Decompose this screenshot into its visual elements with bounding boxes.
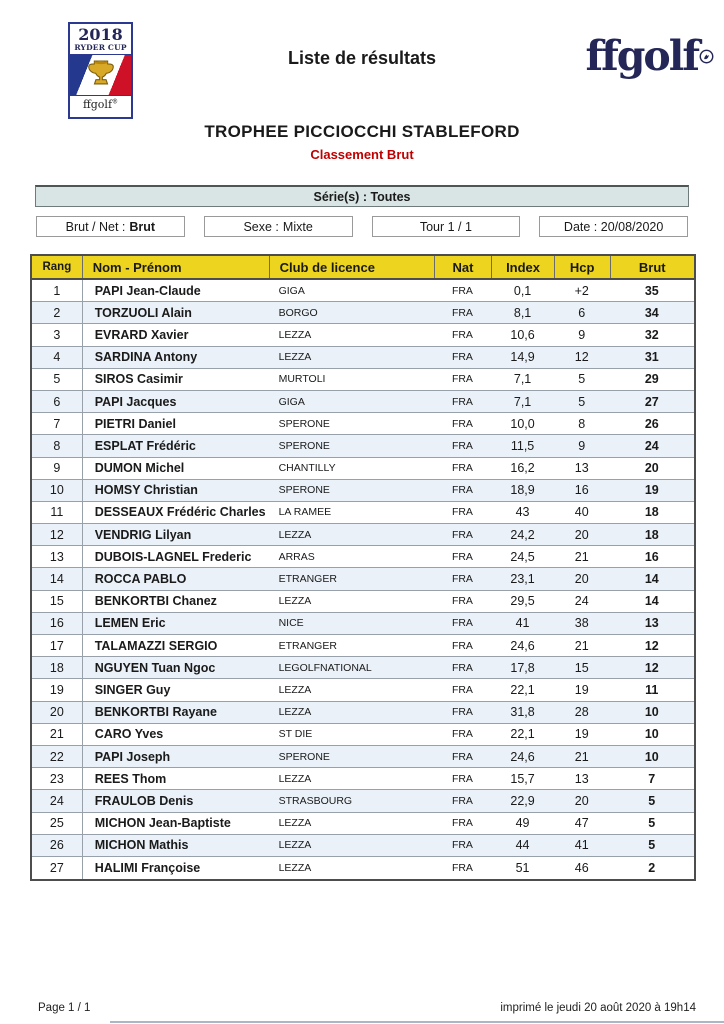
cell-index: 31,8 (510, 705, 535, 720)
cell-index: 24,2 (510, 527, 535, 542)
cell-nat: FRA (451, 484, 473, 497)
cell-rang: 6 (53, 394, 61, 409)
cell-index: 22,1 (510, 727, 535, 742)
cell-rang: 17 (49, 638, 64, 653)
cell-nom: HALIMI Françoise (82, 857, 269, 879)
results-table (30, 254, 696, 881)
table-row (32, 813, 694, 835)
cell-brut: 14 (644, 594, 659, 609)
cell-rang: 22 (49, 749, 64, 764)
cell-index: 41 (515, 616, 530, 631)
cell-rang: 26 (49, 838, 64, 853)
col-header-nat: Nat (434, 256, 492, 278)
cell-club: LEZZA (278, 706, 312, 719)
cell-hcp: 16 (574, 483, 589, 498)
tournament-title: TROPHEE PICCIOCCHI STABLEFORD (204, 122, 520, 141)
cell-hcp: 5 (578, 394, 586, 409)
cell-club: LEZZA (278, 817, 312, 830)
cell-nat: FRA (451, 395, 473, 408)
cell-rang: 15 (49, 594, 64, 609)
cell-club: LA RAMEE (278, 506, 332, 519)
cell-rang: 27 (49, 860, 64, 875)
cell-nom: MICHON Mathis (82, 835, 269, 856)
table-row (32, 391, 694, 413)
cell-index: 11,5 (510, 438, 535, 453)
cell-club: ARRAS (278, 550, 315, 563)
cell-brut: 10 (644, 749, 659, 764)
cell-nat: FRA (451, 306, 473, 319)
cell-hcp: 20 (574, 793, 589, 808)
cell-hcp: 21 (574, 638, 589, 653)
cell-club: SPERONE (278, 750, 330, 763)
filter-brut-net-label: Brut / Net : (65, 219, 126, 234)
cell-index: 22,1 (510, 682, 535, 697)
ffgolf-logo (585, 32, 698, 80)
cell-brut: 29 (644, 372, 659, 387)
table-row (32, 635, 694, 657)
cell-index: 18,9 (510, 483, 535, 498)
filter-tour (372, 216, 521, 237)
table-row (32, 724, 694, 746)
cell-index: 15,7 (510, 771, 535, 786)
col-header-rang: Rang (42, 261, 72, 273)
table-row (32, 657, 694, 679)
cell-hcp: 12 (574, 350, 589, 365)
cell-nom: EVRARD Xavier (82, 324, 269, 345)
cell-rang: 11 (50, 505, 64, 520)
cell-index: 7,1 (513, 372, 532, 387)
cell-nom: TALAMAZZI SERGIO (82, 635, 269, 656)
cell-index: 10,6 (510, 327, 535, 342)
table-row (32, 702, 694, 724)
cell-brut: 2 (648, 860, 656, 875)
cell-club: MURTOLI (278, 373, 326, 386)
cell-brut: 16 (644, 549, 659, 564)
cell-hcp: 24 (574, 594, 589, 609)
cell-club: LEZZA (278, 683, 312, 696)
cell-hcp: 20 (574, 527, 589, 542)
cell-brut: 10 (644, 705, 659, 720)
cell-index: 7,1 (513, 394, 532, 409)
cell-nom: DUBOIS-LAGNEL Frederic (82, 546, 269, 567)
cell-nom: SARDINA Antony (82, 347, 269, 368)
cell-hcp: 8 (578, 416, 586, 431)
cell-nom: HOMSY Christian (82, 480, 269, 501)
cell-hcp: 47 (574, 816, 589, 831)
cell-club: SPERONE (278, 484, 330, 497)
cell-nom: BENKORTBI Chanez (82, 591, 269, 612)
table-body (32, 280, 694, 879)
cell-hcp: 38 (574, 616, 589, 631)
cell-hcp: 6 (578, 305, 586, 320)
cell-rang: 14 (49, 572, 64, 587)
cell-brut: 18 (644, 527, 659, 542)
col-header-club: Club de licence (269, 256, 434, 278)
cell-nom: PAPI Jacques (82, 391, 269, 412)
cell-brut: 10 (644, 727, 659, 742)
cell-brut: 5 (648, 838, 656, 853)
cell-rang: 7 (53, 416, 61, 431)
cell-nom: DUMON Michel (82, 458, 269, 479)
filter-brut-net (36, 216, 185, 237)
table-row (32, 546, 694, 568)
filter-sexe-value: Mixte (282, 219, 313, 234)
bottom-rule (110, 1021, 724, 1023)
cell-brut: 34 (644, 305, 659, 320)
cell-hcp: 5 (578, 372, 586, 387)
cell-brut: 5 (648, 793, 656, 808)
cell-hcp: 9 (578, 438, 586, 453)
cell-hcp: 28 (574, 705, 589, 720)
cell-nat: FRA (451, 351, 473, 364)
table-row (32, 768, 694, 790)
cell-rang: 18 (49, 660, 64, 675)
cell-brut: 31 (644, 350, 659, 365)
cell-brut: 12 (644, 660, 659, 675)
cell-index: 49 (515, 816, 530, 831)
cell-brut: 13 (644, 616, 659, 631)
ranking-type-label: Classement Brut (310, 147, 414, 162)
cell-index: 29,5 (510, 594, 535, 609)
cell-hcp: 20 (574, 572, 589, 587)
filter-sexe-label: Sexe : (243, 219, 279, 234)
cell-nat: FRA (451, 328, 473, 341)
cell-index: 0,1 (513, 283, 532, 298)
cell-hcp: 41 (574, 838, 589, 853)
cell-nat: FRA (451, 839, 473, 852)
cell-hcp: 40 (574, 505, 589, 520)
cell-brut: 27 (644, 394, 659, 409)
col-header-index: Index (491, 256, 554, 278)
cell-nat: FRA (451, 750, 473, 763)
cell-index: 14,9 (510, 350, 535, 365)
cell-club: ETRANGER (278, 573, 337, 586)
cell-brut: 11 (645, 682, 659, 697)
cell-nat: FRA (451, 373, 473, 386)
cell-rang: 5 (53, 372, 61, 387)
cell-nat: FRA (451, 661, 473, 674)
rooster-mark-icon (699, 30, 714, 71)
cell-hcp: 13 (574, 461, 589, 476)
cell-nom: PIETRI Daniel (82, 413, 269, 434)
cell-nom: SINGER Guy (82, 679, 269, 700)
cell-rang: 20 (49, 705, 64, 720)
filter-date-label: Date : 20/08/2020 (563, 219, 664, 234)
cell-nat: FRA (451, 772, 473, 785)
cell-brut: 26 (644, 416, 659, 431)
cell-nom: LEMEN Eric (82, 613, 269, 634)
cell-rang: 9 (53, 461, 61, 476)
cell-rang: 2 (53, 305, 61, 320)
cell-index: 43 (515, 505, 530, 520)
table-row (32, 347, 694, 369)
cell-nom: SIROS Casimir (82, 369, 269, 390)
cell-club: LEZZA (278, 839, 312, 852)
table-row (32, 857, 694, 879)
cell-rang: 19 (49, 682, 64, 697)
cell-nat: FRA (451, 595, 473, 608)
cell-club: NICE (278, 617, 304, 630)
cell-brut: 20 (644, 461, 659, 476)
cell-hcp: 21 (574, 549, 589, 564)
cell-club: BORGO (278, 306, 318, 319)
cell-club: LEZZA (278, 351, 312, 364)
filter-tour-label: Tour 1 / 1 (419, 219, 472, 234)
cell-hcp: 15 (574, 660, 589, 675)
cell-rang: 13 (49, 549, 64, 564)
cell-nat: FRA (451, 794, 473, 807)
cell-club: ST DIE (278, 728, 313, 741)
cell-nom: NGUYEN Tuan Ngoc (82, 657, 269, 678)
table-row (32, 413, 694, 435)
cell-club: LEZZA (278, 328, 312, 341)
cell-rang: 3 (53, 327, 61, 342)
cell-nat: FRA (451, 528, 473, 541)
cell-hcp: 21 (574, 749, 589, 764)
cell-nat: FRA (451, 617, 473, 630)
cell-rang: 21 (49, 727, 64, 742)
cell-hcp: +2 (574, 283, 589, 298)
cell-club: LEZZA (278, 595, 312, 608)
table-row (32, 302, 694, 324)
cell-nom: PAPI Jean-Claude (82, 280, 269, 301)
cell-nat: FRA (451, 439, 473, 452)
cell-nat: FRA (451, 462, 473, 475)
cell-brut: 12 (644, 638, 659, 653)
cell-rang: 16 (49, 616, 64, 631)
cell-hcp: 19 (574, 682, 589, 697)
cell-index: 24,6 (510, 749, 535, 764)
cell-rang: 25 (49, 816, 64, 831)
cell-index: 44 (515, 838, 530, 853)
cell-nom: TORZUOLI Alain (82, 302, 269, 323)
cell-club: GIGA (278, 395, 305, 408)
cell-brut: 5 (648, 816, 656, 831)
col-header-brut: Brut (610, 256, 694, 278)
cell-nom: DESSEAUX Frédéric Charles (82, 502, 269, 523)
table-row (32, 746, 694, 768)
cell-nat: FRA (451, 706, 473, 719)
cell-nat: FRA (451, 550, 473, 563)
cell-nat: FRA (451, 861, 473, 874)
cell-rang: 4 (53, 350, 61, 365)
page-footer (38, 1002, 696, 1014)
table-row (32, 435, 694, 457)
cell-club: LEGOLFNATIONAL (278, 661, 372, 674)
badge-year: 2018 (78, 25, 123, 44)
print-timestamp: imprimé le jeudi 20 août 2020 à 19h14 (500, 1002, 696, 1014)
filter-date (539, 216, 688, 237)
table-row (32, 369, 694, 391)
cell-brut: 18 (644, 505, 659, 520)
cell-brut: 24 (644, 438, 659, 453)
table-row (32, 458, 694, 480)
col-header-hcp: Hcp (554, 256, 610, 278)
cell-nom: ESPLAT Frédéric (82, 435, 269, 456)
ryder-cup-badge (68, 22, 133, 119)
cell-nom: BENKORTBI Rayane (82, 702, 269, 723)
table-row (32, 568, 694, 590)
series-bar: Série(s) : Toutes (35, 185, 689, 207)
cell-nat: FRA (451, 639, 473, 652)
filter-sexe (204, 216, 353, 237)
cell-nat: FRA (451, 817, 473, 830)
cell-rang: 8 (53, 438, 61, 453)
table-row (32, 502, 694, 524)
table-row (32, 524, 694, 546)
cell-club: STRASBOURG (278, 794, 353, 807)
cell-club: ETRANGER (278, 639, 337, 652)
table-row (32, 280, 694, 302)
table-row (32, 591, 694, 613)
cell-nom: CARO Yves (82, 724, 269, 745)
table-row (32, 790, 694, 812)
cell-nom: VENDRIG Lilyan (82, 524, 269, 545)
cell-club: CHANTILLY (278, 462, 336, 475)
filter-brut-net-value: Brut (129, 219, 156, 234)
cell-club: SPERONE (278, 417, 330, 430)
cell-club: LEZZA (278, 772, 312, 785)
ffgolf-wordmark: ffgolf (585, 32, 698, 80)
cell-hcp: 46 (574, 860, 589, 875)
cell-nom: ROCCA PABLO (82, 568, 269, 589)
table-row (32, 480, 694, 502)
cell-brut: 35 (644, 283, 659, 298)
table-row (32, 613, 694, 635)
cell-hcp: 19 (574, 727, 589, 742)
cell-nat: FRA (451, 683, 473, 696)
cell-nat: FRA (451, 506, 473, 519)
cell-index: 51 (515, 860, 530, 875)
cell-nat: FRA (451, 573, 473, 586)
cell-rang: 10 (49, 483, 64, 498)
cell-brut: 7 (648, 771, 656, 786)
cell-index: 10,0 (510, 416, 535, 431)
cell-index: 24,6 (510, 638, 535, 653)
page-number: Page 1 / 1 (38, 1002, 91, 1014)
cell-hcp: 9 (578, 327, 586, 342)
table-row (32, 324, 694, 346)
table-row (32, 835, 694, 857)
cell-nat: FRA (451, 417, 473, 430)
badge-event: RYDER CUP (74, 42, 127, 52)
cell-index: 16,2 (510, 461, 535, 476)
cell-index: 24,5 (510, 549, 535, 564)
badge-brand: ffgolf® (82, 98, 119, 111)
page-title: Liste de résultats (287, 48, 437, 68)
cell-brut: 32 (644, 327, 659, 342)
cell-rang: 1 (53, 283, 61, 298)
cell-nom: REES Thom (82, 768, 269, 789)
cell-index: 8,1 (513, 305, 532, 320)
table-header (32, 256, 694, 280)
cell-nat: FRA (451, 284, 473, 297)
col-header-nom: Nom - Prénom (82, 256, 269, 278)
cell-rang: 24 (49, 793, 64, 808)
cell-rang: 23 (49, 771, 64, 786)
cell-nom: FRAULOB Denis (82, 790, 269, 811)
cell-club: LEZZA (278, 528, 312, 541)
cell-index: 23,1 (510, 572, 535, 587)
filter-row (36, 216, 688, 237)
cell-nom: PAPI Joseph (82, 746, 269, 767)
cell-rang: 12 (49, 527, 64, 542)
cell-club: SPERONE (278, 439, 330, 452)
cell-index: 22,9 (510, 793, 535, 808)
cell-nom: MICHON Jean-Baptiste (82, 813, 269, 834)
cell-index: 17,8 (510, 660, 535, 675)
cell-hcp: 13 (574, 771, 589, 786)
cell-club: LEZZA (278, 861, 312, 874)
table-row (32, 679, 694, 701)
cell-brut: 19 (644, 483, 659, 498)
cell-nat: FRA (451, 728, 473, 741)
cell-brut: 14 (644, 572, 659, 587)
cell-club: GIGA (278, 284, 305, 297)
